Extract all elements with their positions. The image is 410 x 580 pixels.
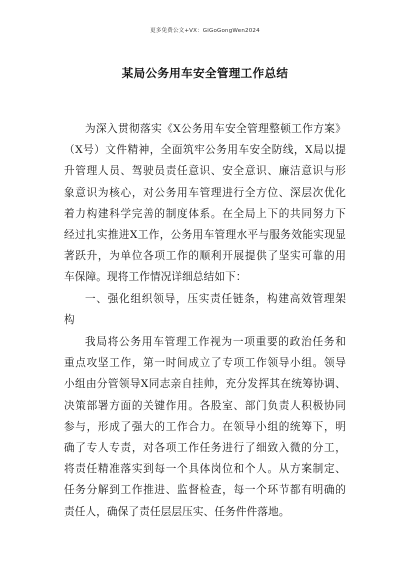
text-line: 著跃升，为单位各项工作的顺利开展提供了坚实可靠的用 (64, 250, 346, 263)
text-line: 确了专人专责，对各项工作任务进行了细致入微的分工， (64, 442, 346, 455)
text-line: 象意识为核心，对公务用车管理进行全方位、深层次优化 (64, 186, 346, 199)
text-line: 决策部署方面的关键作用。各股室、部门负责人积极协同 (64, 399, 346, 412)
text-line: 重点攻坚工作，第一时间成立了专项工作领导小组。领导 (64, 357, 346, 370)
watermark-header: 更多免费公文+VX：GiGoGongWen2024 (150, 28, 260, 34)
text-line: （X号）文件精神，全面筑牢公务用车安全防线，X局以提 (64, 144, 346, 157)
paragraph-intro (64, 119, 346, 289)
section-heading-1 (64, 289, 346, 331)
text-line: 小组由分管领导X同志亲自挂帅，充分发挥其在统筹协调、 (64, 378, 346, 391)
heading-line: 一、强化组织领导，压实责任链条，构建高效管理架 (85, 293, 346, 305)
text-line: 着力构建科学完善的制度体系。在全局上下的共同努力下 (64, 207, 346, 220)
text-line: 将责任精准落实到每一个具体岗位和个人。从方案制定、 (64, 463, 346, 476)
text-line: 我局将公务用车管理工作视为一项重要的政治任务和 (85, 336, 346, 348)
text-line: 参与，形成了强大的工作合力。在领导小组的统筹下，明 (64, 420, 346, 433)
text-line: 经过扎实推进X工作，公务用车管理水平与服务效能实现显 (64, 229, 346, 242)
text-line: 任务分解到工作推进、监督检查，每一个环节都有明确的 (64, 484, 346, 497)
heading-line: 构 (64, 314, 75, 327)
document-title: 某局公务用车安全管理工作总结 (121, 66, 289, 80)
text-line: 责任人，确保了责任层层压实、任务件件落地。 (64, 505, 290, 518)
paragraph-organization (64, 332, 346, 523)
text-line: 车保障。现将工作情况详细总结如下： (64, 271, 247, 284)
text-line: 升管理人员、驾驶员责任意识、安全意识、廉洁意识与形 (64, 165, 346, 178)
text-line: 为深入贯彻落实《X公务用车安全管理整顿工作方案》 (85, 123, 346, 135)
